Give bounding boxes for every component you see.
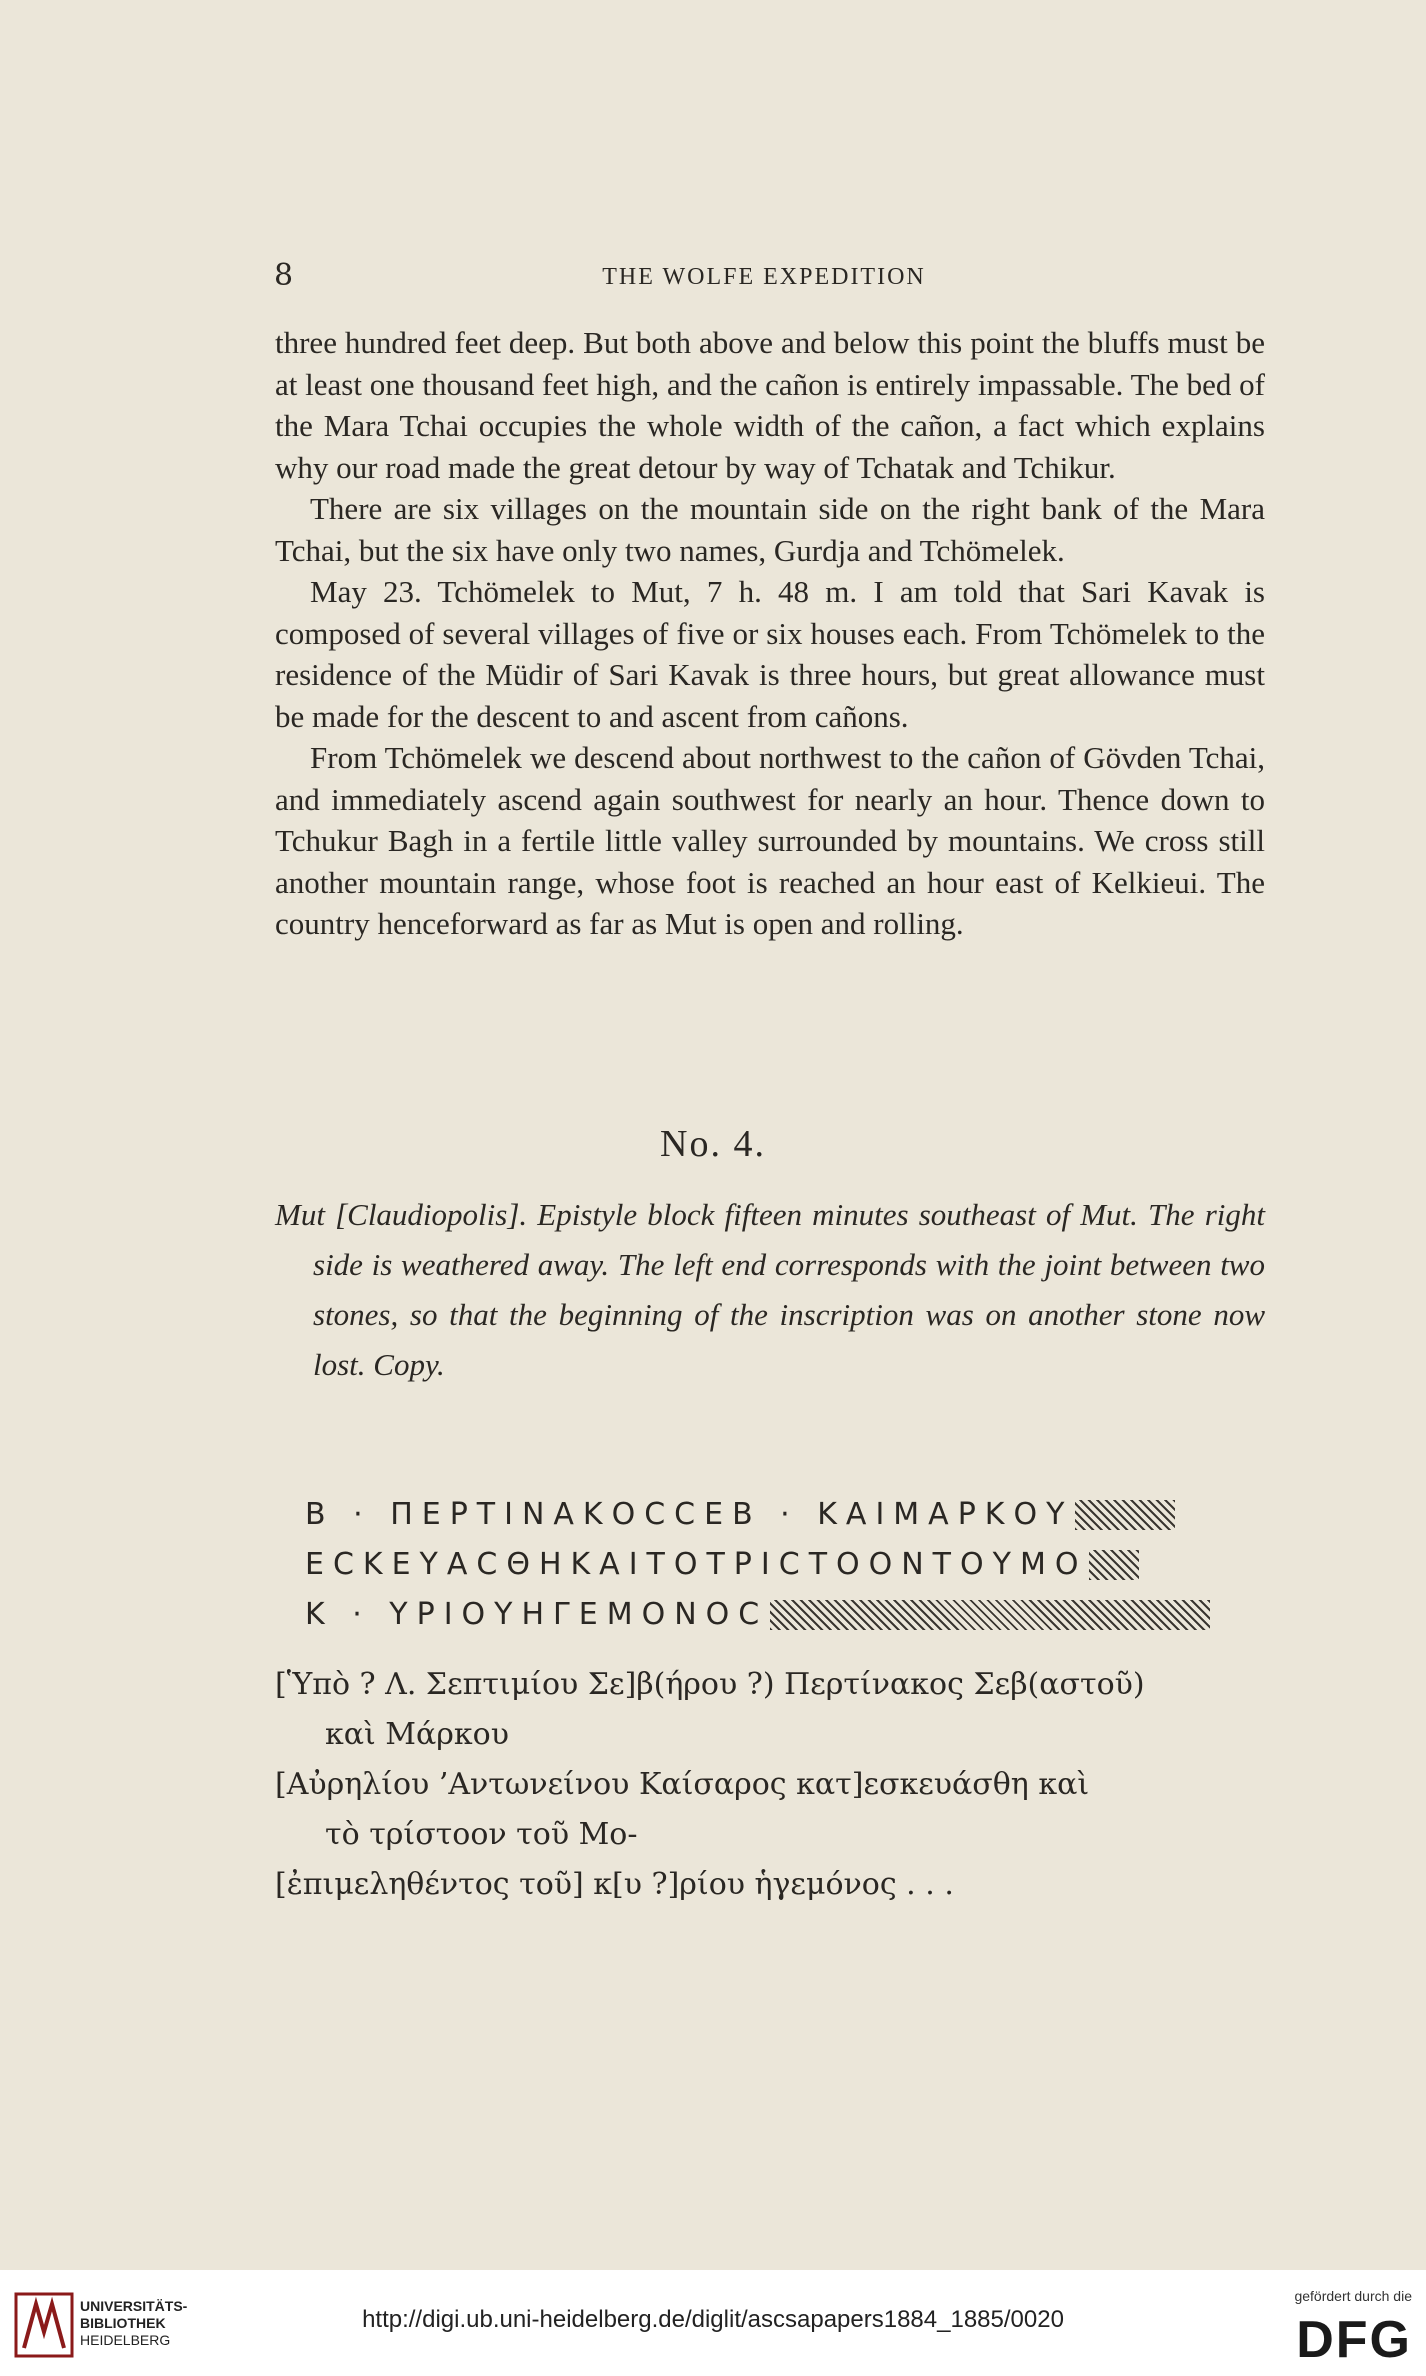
weathered-hatching bbox=[1089, 1550, 1139, 1580]
section-heading: No. 4. bbox=[660, 1123, 766, 1165]
transcription-line: τὸ τρίστοον τοῦ Μο- bbox=[325, 1817, 638, 1852]
funded-by-label: gefördert durch die bbox=[1294, 2288, 1412, 2304]
transcription-line: καὶ Μάρκου bbox=[325, 1717, 509, 1752]
inscription-line bbox=[305, 1590, 1265, 1640]
running-title: THE WOLFE EXPEDITION bbox=[602, 264, 926, 290]
transcription-line: [Ὑπὸ ? Λ. Σεπτιμίου Σε]β(ήρου ?) Περτίνακος Σεβ(αστοῦ) bbox=[275, 1667, 1145, 1702]
page-header bbox=[264, 258, 1264, 298]
permalink[interactable]: http://digi.ub.uni-heidelberg.de/diglit/ascsapapers1884_1885/0020 bbox=[362, 2306, 1064, 2333]
inscription-description bbox=[275, 1190, 1265, 1390]
paragraph: There are six villages on the mountain side on the right bank of the Mara Tchai, but the six have only two names, Gurdja and Tchömelek. bbox=[275, 491, 1265, 568]
paragraph: From Tchömelek we descend about northwest to the cañon of Gövden Tchai, and immediately ascend again southwest for nearly an hour. Thence down to Tchukur Bagh in a fertile little valley surrounded by mountains. We cross still another mountain range, whose foot is reached an hour east of Kelkieui. The country henceforward as far as Mut is open and rolling. bbox=[275, 740, 1265, 941]
transcription-line: [ἐπιμεληθέντος τοῦ] κ[υ ?]ρίου ἡγεμόνος . . . bbox=[275, 1867, 954, 1902]
library-name-line: UNIVERSITÄTS- bbox=[80, 2298, 188, 2314]
inscription-text: ΕϹΚΕΥΑϹΘΗΚΑΙΤΟΤΡΙϹΤΟΟΝΤΟΥΜΟ bbox=[305, 1547, 1088, 1582]
inscription-line bbox=[305, 1540, 1265, 1590]
inscription-text: B · ΠΕΡΤΙΝΑΚΟϹϹΕΒ · ΚΑΙΜΑΡΚΟΥ bbox=[305, 1497, 1074, 1532]
greek-transcription bbox=[275, 1660, 1265, 1910]
inscription-line bbox=[305, 1490, 1265, 1540]
library-name-line: BIBLIOTHEK bbox=[80, 2315, 166, 2331]
paragraph: May 23. Tchömelek to Mut, 7 h. 48 m. I am told that Sari Kavak is composed of several villages of five or six houses each. From Tchömelek to the residence of the Müdir of Sari Kavak is three hours, but great allowance must be made for the descent to and ascent from cañons. bbox=[275, 574, 1265, 734]
body-text bbox=[275, 322, 1265, 945]
digitization-footer bbox=[0, 2270, 1426, 2376]
paragraph: three hundred feet deep. But both above and below this point the bluffs must be at least one thousand feet high, and the cañon is entirely impassable. The bed of the Mara Tchai occupies the whole width of the cañon, a fact which explains why our road made the great detour by way of Tchatak and Tchikur. bbox=[275, 325, 1265, 485]
weathered-hatching bbox=[770, 1600, 1210, 1630]
description-text: Mut [Claudiopolis]. Epistyle block fifteen minutes southeast of Mut. The right side is weathered away. The left end corresponds with the joint between two stones, so that the beginning of the inscription was on another stone now lost. Copy. bbox=[275, 1197, 1265, 1382]
funder-logo: DFG bbox=[1296, 2311, 1412, 2369]
page-number: 8 bbox=[274, 258, 294, 293]
inscription-copy bbox=[305, 1490, 1265, 1640]
transcription-line: [Αὐρηλίου ’Αντωνείνου Καίσαρος κατ]εσκευάσθη καὶ bbox=[275, 1767, 1090, 1802]
weathered-hatching bbox=[1075, 1500, 1175, 1530]
library-name-line: HEIDELBERG bbox=[80, 2332, 171, 2348]
inscription-text: Κ · ΥΡΙΟΥΗΓΕΜΟΝΟϹ bbox=[305, 1597, 769, 1632]
